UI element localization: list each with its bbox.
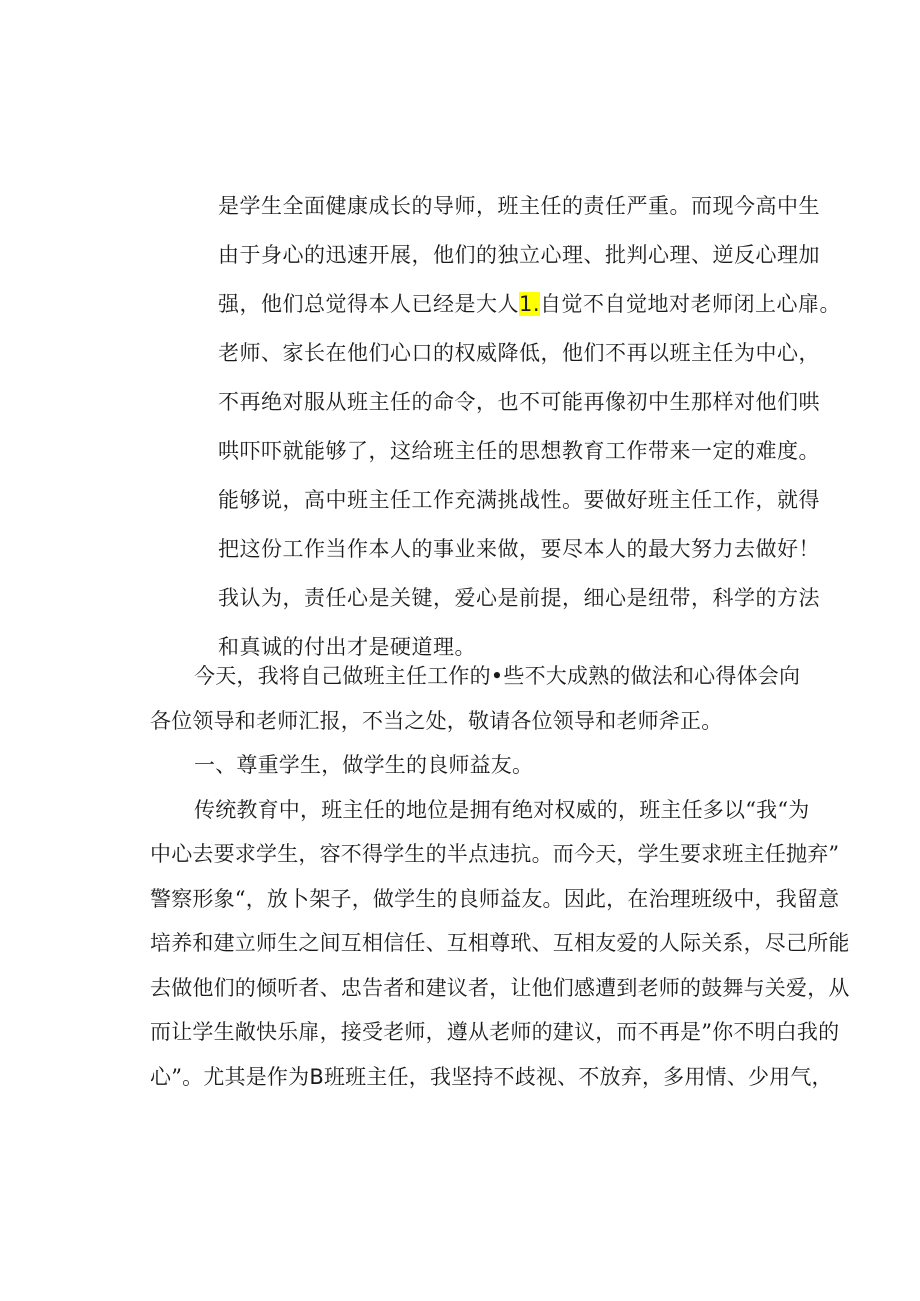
text-block-bottom: [150, 656, 850, 1101]
paragraph-line: 今天，我将自己做班主任工作的•些不大成熟的做法和心得体会向: [194, 664, 801, 688]
paragraph-line: 中心去要求学生，容不得学生的半点违抗。而今天，学生要求班主任抛弃”: [150, 842, 840, 866]
paragraph-line: 我认为，责任心是关键，爱心是前提，细心是纽带，科学的方法: [218, 586, 820, 610]
highlighted-mark: 1.: [519, 292, 541, 316]
paragraph-line: 去做他们的倾听者、忠告者和建议者，让他们感遭到老师的鼓舞与关爱，从: [150, 975, 850, 1000]
paragraph-line: 把这份工作当作本人的事业来做，要尽本人的最大努力去做好！: [218, 537, 820, 561]
paragraph-line: 能够说，高中班主任工作充满挑战性。要做好班主任工作，就得: [218, 488, 820, 512]
text-block-top: [218, 186, 842, 676]
section-heading: 一、尊重学生，做学生的良师益友。: [194, 753, 534, 777]
paragraph-line: 由于身心的迅速开展，他们的独立心理、批判心理、逆反心理加: [218, 243, 820, 267]
paragraph-line: 哄吓吓就能够了，这给班主任的思想教育工作带来一定的难度。: [218, 439, 820, 463]
paragraph-line: 和真诚的付出才是硬道理。: [218, 635, 476, 659]
paragraph-line: [150, 1057, 833, 1102]
paragraph-line: 而让学生敞快乐扉，接受老师，遵从老师的建议，而不再是”你不明白我的: [150, 1020, 840, 1044]
text-segment: 班班主任，我坚持不歧视、不放弃，多用情、少用气，: [323, 1064, 833, 1089]
paragraph-line: [218, 284, 842, 333]
paragraph-line: 老师、家长在他们心口的权威降低，他们不再以班主任为中心，: [218, 341, 820, 365]
text-segment: 自觉不自觉地对老师闭上心扉。: [540, 292, 842, 316]
class-letter-mark: B: [309, 1064, 324, 1089]
paragraph-line: 培养和建立师生之间互相信任、互相尊玳、互相友爱的人际关系，尽己所能: [150, 931, 850, 955]
text-segment: 心”。尤其是作为: [150, 1064, 310, 1089]
paragraph-line: 传统教育中，班主任的地位是拥有绝对权威的，班主任多以“我“为: [194, 797, 810, 822]
paragraph-line: 是学生全面健康成长的导师，班主任的责任严重。而现今高中生: [218, 194, 820, 218]
text-segment: 强，他们总觉得本人已经是大人: [218, 292, 519, 316]
paragraph-line: 各位领导和老师汇报，不当之处，敬请各位领导和老师斧正。: [150, 708, 723, 733]
paragraph-line: 不再绝对服从班主任的命令，也不可能再像初中生那样对他们哄: [218, 390, 820, 414]
paragraph-line: 警察形象“，放卜架子，做学生的良师益友。因此，在治理班级中，我留意: [150, 886, 840, 911]
